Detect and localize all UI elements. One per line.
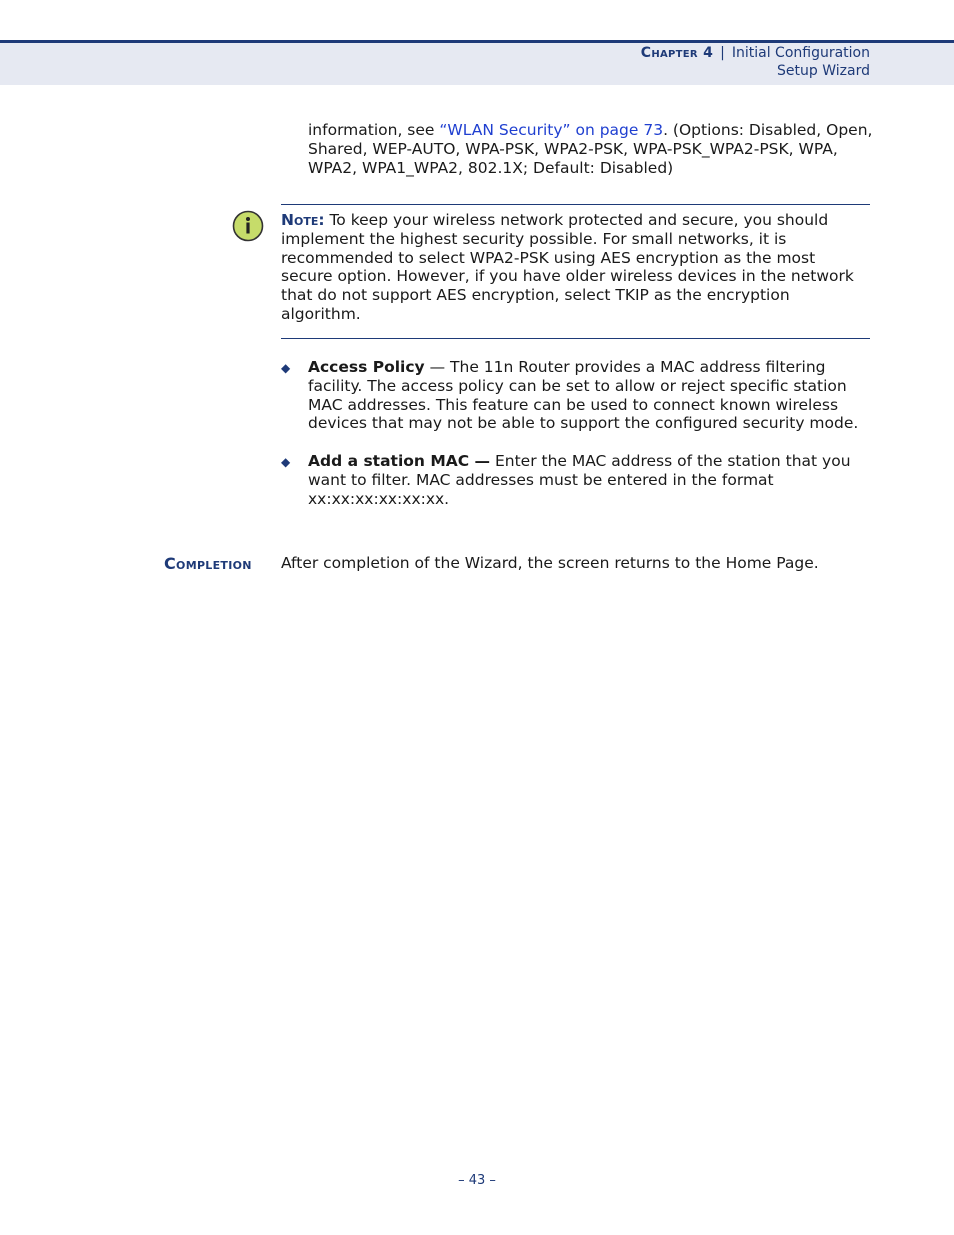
running-header-section: Setup Wizard [777, 63, 870, 79]
completion-heading: Completion [164, 554, 252, 573]
completion-paragraph: After completion of the Wizard, the screen returns to the Home Page. [281, 554, 819, 572]
note-bottom-rule [281, 338, 870, 339]
intro-paragraph [308, 121, 878, 177]
bullet-term: Access Policy [308, 358, 425, 376]
note-label: Note: [281, 211, 325, 229]
bullet-term: Add a station MAC — [308, 452, 491, 470]
page-number: – 43 – [458, 1173, 496, 1188]
bullet-text: — The 11n Router provides a MAC address filtering facility. The access policy can be set to allow or reject specific station MAC addresses. This feature can be used to connect known wireless devices that may not be able to support the configured security mode. [308, 358, 859, 433]
intro-prefix: information, see [308, 121, 440, 139]
chapter-label: Chapter 4 [640, 45, 714, 61]
bullet-add-station-mac [308, 452, 878, 508]
running-header-chapter [641, 45, 870, 61]
wlan-security-link[interactable]: “WLAN Security” on page 73 [439, 121, 664, 139]
diamond-bullet-icon: ◆ [281, 455, 291, 469]
intro-suffix: . (Options: Disabled, Open, Shared, WEP-AUTO, WPA-PSK, WPA2-PSK, WPA-PSK_WPA2-PSK, WPA, WPA2, WPA1_WPA2, 802.1X; Default: Disabled) [308, 121, 873, 177]
bullet-access-policy [308, 358, 878, 433]
chapter-title: Initial Configuration [731, 45, 870, 61]
info-icon [232, 210, 264, 242]
note-paragraph [281, 211, 869, 324]
bullet-text: Enter the MAC address of the station that you want to filter. MAC addresses must be entered in the format xx:xx:xx:xx:xx:xx. [308, 452, 851, 508]
header-separator: | [720, 45, 725, 61]
note-top-rule [281, 204, 870, 205]
diamond-bullet-icon: ◆ [281, 361, 291, 375]
note-body: To keep your wireless network protected and secure, you should implement the highest security possible. For small networks, it is recommended to select WPA2-PSK using AES encryption as the most secure option. However, if you have older wireless devices in the network that do not support AES encryption, select TKIP as the encryption algorithm. [281, 211, 854, 323]
